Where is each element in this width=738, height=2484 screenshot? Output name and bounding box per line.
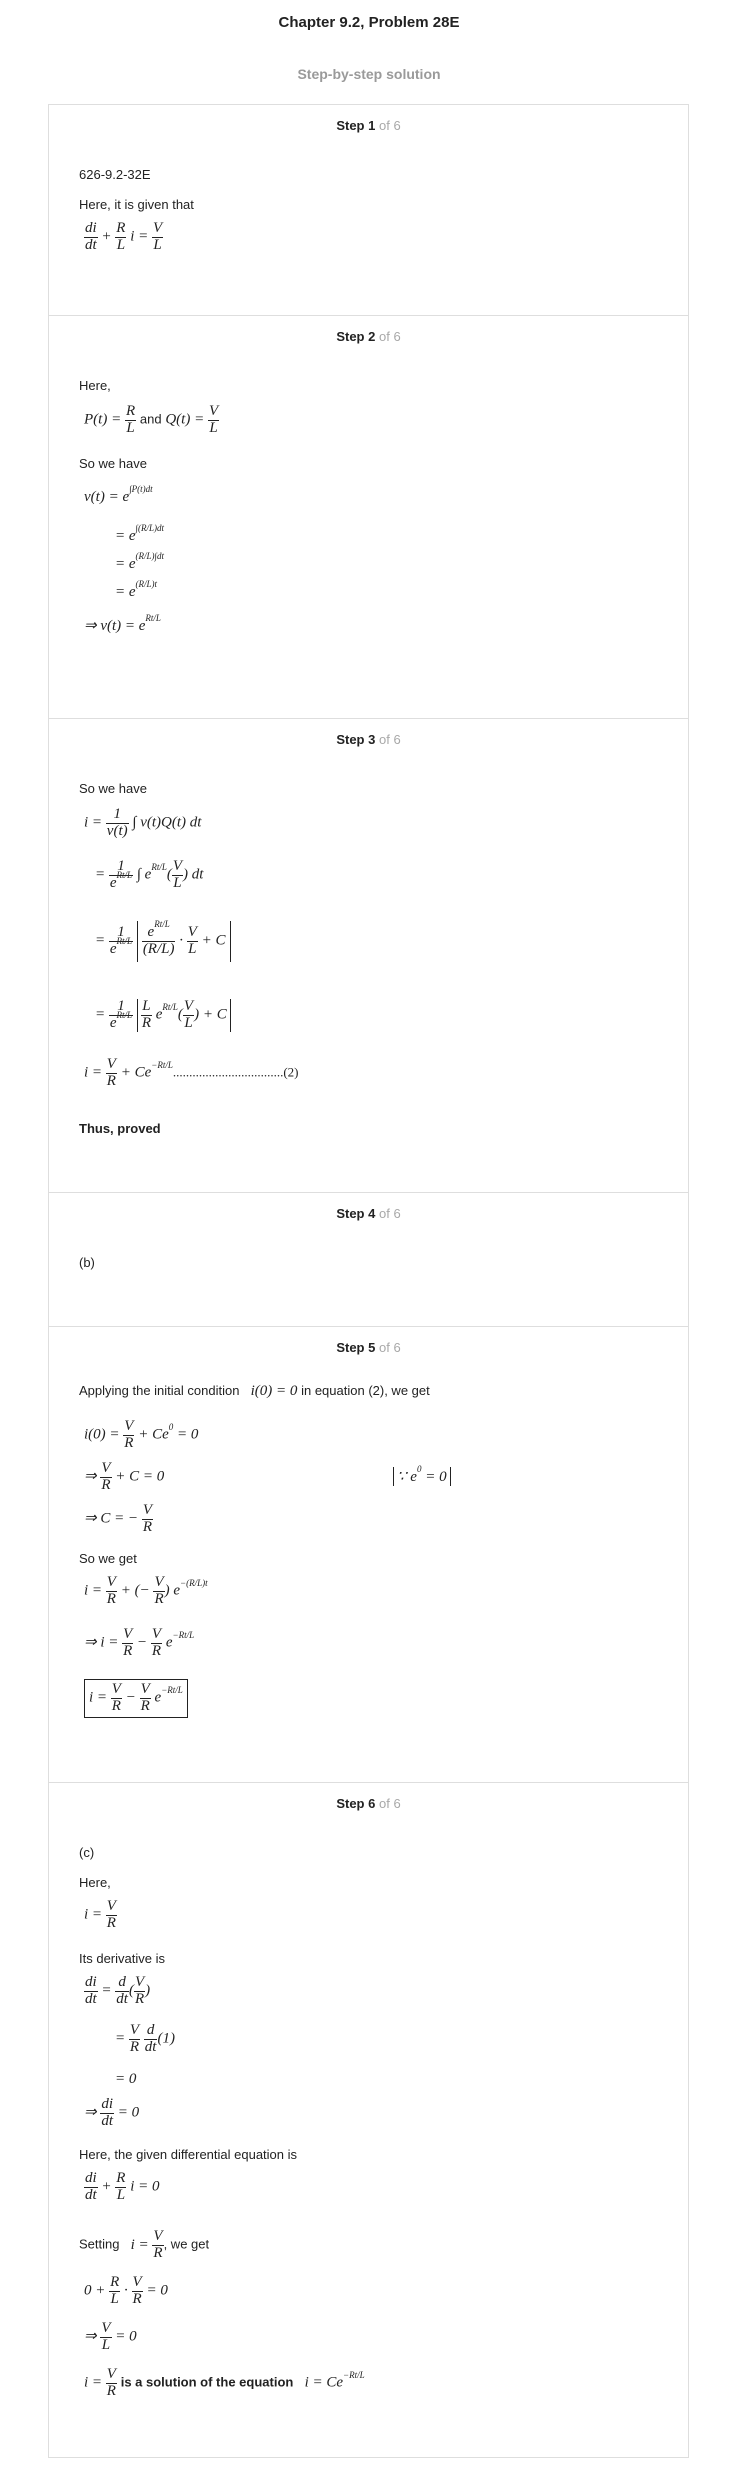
step-header-4 — [49, 1206, 688, 1221]
step-header-5 — [49, 1340, 688, 1355]
equation-dots: ..................................(2) — [172, 1064, 299, 1080]
step-word: Step — [336, 732, 365, 747]
step-header-6 — [49, 1796, 688, 1811]
derivative-text: Its derivative is — [79, 1951, 165, 1966]
step-card-6 — [48, 1783, 689, 2458]
step-number: 6 — [368, 1796, 376, 1811]
so-we-have-text: So we have — [79, 781, 147, 796]
given-text: Here, it is given that — [79, 197, 194, 212]
equation-given: $\frac{di}{dt}$ + $\frac{R}{L}$ i = $\frac{V}{L}$ — [85, 220, 163, 253]
equation-pq: P(t) = $\frac{R}{L}$ and Q(t) = $\frac{V}{L}$ — [84, 403, 219, 436]
step-header-1 — [49, 118, 688, 133]
equation-iv: i = $\frac{V}{R}$ — [84, 1898, 116, 1931]
step-word: Step — [336, 118, 365, 133]
equation-c2: ⇒ C = − $\frac{V}{R}$ — [84, 1502, 152, 1535]
step-of: of 6 — [378, 1206, 401, 1221]
equation-v1: $v(t) = e^{\int P(t)dt}$ — [84, 484, 153, 505]
step-card-1 — [48, 104, 689, 316]
step-word: Step — [336, 1340, 365, 1355]
step-card-2 — [48, 316, 689, 719]
equation-sol2: ⇒ i = $\frac{V}{R}$ − $\frac{V}{R}$ $e^{-Rt/L}$ — [84, 1626, 195, 1659]
step-word: Step — [336, 1796, 365, 1811]
apply-text-a: Applying the initial condition — [79, 1383, 240, 1398]
step-of: of 6 — [378, 1796, 401, 1811]
equation-i5: i = $\frac{V}{R}$ + $Ce^{-Rt/L}..................................(2)$ — [84, 1056, 299, 1089]
problem-code: 626-9.2-32E — [79, 167, 151, 182]
equation-i3: = $\frac{1}{e^{Rt/L}}$ $\frac{e^{Rt/L}}{(R/L)}$ · $\frac{V}{L}$ + C — [95, 921, 231, 962]
equation-sub2: ⇒ $\frac{V}{L}$ = 0 — [84, 2320, 137, 2353]
equation-d3: = 0 — [115, 2071, 137, 2087]
page-subtitle: Step-by-step solution — [297, 66, 441, 82]
equation-i0: i(0) = $\frac{V}{R}$ + $Ce^0 = 0$ — [84, 1418, 199, 1451]
equation-c1: ⇒ $\frac{V}{R}$ + C = 0 — [84, 1460, 165, 1493]
equation-d1: $\frac{di}{dt}$ = $\frac{d}{dt}$ ( $\frac{V}{R}$ ) — [85, 1974, 151, 2007]
equation-d4: ⇒ $\frac{di}{dt}$ = 0 — [84, 2096, 140, 2129]
equation-sub1: 0 + $\frac{R}{L}$ · $\frac{V}{R}$ = 0 — [84, 2274, 168, 2307]
equation-v4: = $e^{(R/L)t}$ — [115, 579, 158, 600]
step-number: 2 — [368, 329, 376, 344]
step-card-4 — [48, 1193, 689, 1327]
step-number: 1 — [368, 118, 376, 133]
step-word: Step — [336, 329, 365, 344]
equation-i1: i = $\frac{1}{v(t)}$ ∫ v(t)Q(t) dt — [84, 806, 202, 839]
here-text: Here, — [79, 1875, 111, 1890]
apply-condition-text — [79, 1383, 430, 1400]
step-header-3 — [49, 732, 688, 747]
step-number: 4 — [368, 1206, 376, 1221]
page-title: Chapter 9.2, Problem 28E — [278, 14, 460, 31]
step-of: of 6 — [378, 329, 401, 344]
so-we-get-text: So we get — [79, 1551, 137, 1566]
setting-text — [79, 2229, 209, 2262]
we-get-text: , we get — [163, 2236, 210, 2252]
thus-proved: Thus, proved — [79, 1121, 161, 1136]
step-of: of 6 — [378, 1340, 401, 1355]
equation-v2: = $e^{\int(R/L)dt}$ — [115, 523, 164, 544]
step-header-2 — [49, 329, 688, 344]
apply-text-b: in equation (2), we get — [301, 1383, 430, 1398]
equation-i4: = $\frac{1}{e^{Rt/L}}$ $\frac{L}{R}$ $e^{Rt/L}$( $\frac{V}{L}$ ) + C — [95, 999, 231, 1032]
part-c-label: (c) — [79, 1845, 95, 1860]
equation-conclusion: i = $\frac{V}{R}$ is a solution of the equation $i = Ce^{-Rt/L}$ — [84, 2366, 365, 2399]
so-we-have-text: So we have — [79, 456, 147, 471]
equation-d2: = $\frac{V}{R}$ $\frac{d}{dt}$ (1) — [115, 2022, 175, 2055]
equation-de: $\frac{di}{dt}$ + $\frac{R}{L}$ i = 0 — [85, 2170, 160, 2203]
given-de-text: Here, the given differential equation is — [79, 2147, 298, 2162]
equation-i2: = $\frac{1}{e^{Rt/L}}$ ∫ $e^{Rt/L}$( $\frac{V}{L}$ ) dt — [95, 858, 204, 891]
equation-sol1: i = $\frac{V}{R}$ + (− $\frac{V}{R}$ ) $e^{-(R/L)t}$ — [84, 1574, 208, 1607]
equation-boxed: i = $\frac{V}{R}$ − $\frac{V}{R}$ $e^{-Rt/L}$ — [84, 1679, 188, 1718]
step-number: 5 — [368, 1340, 376, 1355]
step-word: Step — [336, 1206, 365, 1221]
conclusion-text: is a solution of the equation — [120, 2374, 294, 2390]
condition-math: i(0) = 0 — [243, 1383, 302, 1399]
step-of: of 6 — [378, 118, 401, 133]
step-of: of 6 — [378, 732, 401, 747]
step-card-3 — [48, 719, 689, 1193]
setting-math: i = $\frac{V}{R}$ — [123, 2228, 163, 2261]
step-card-5 — [48, 1327, 689, 1783]
equation-because: ∵ $e^0 = 0$ — [393, 1467, 451, 1486]
equation-v3: = $e^{(R/L)\int dt}$ — [115, 551, 164, 572]
part-b-label: (b) — [79, 1255, 95, 1270]
here-text: Here, — [79, 378, 111, 393]
and-text: and — [139, 411, 162, 427]
equation-v5: ⇒ $v(t) = e^{Rt/L}$ — [84, 613, 161, 634]
step-number: 3 — [368, 732, 376, 747]
setting-word: Setting — [79, 2236, 120, 2252]
